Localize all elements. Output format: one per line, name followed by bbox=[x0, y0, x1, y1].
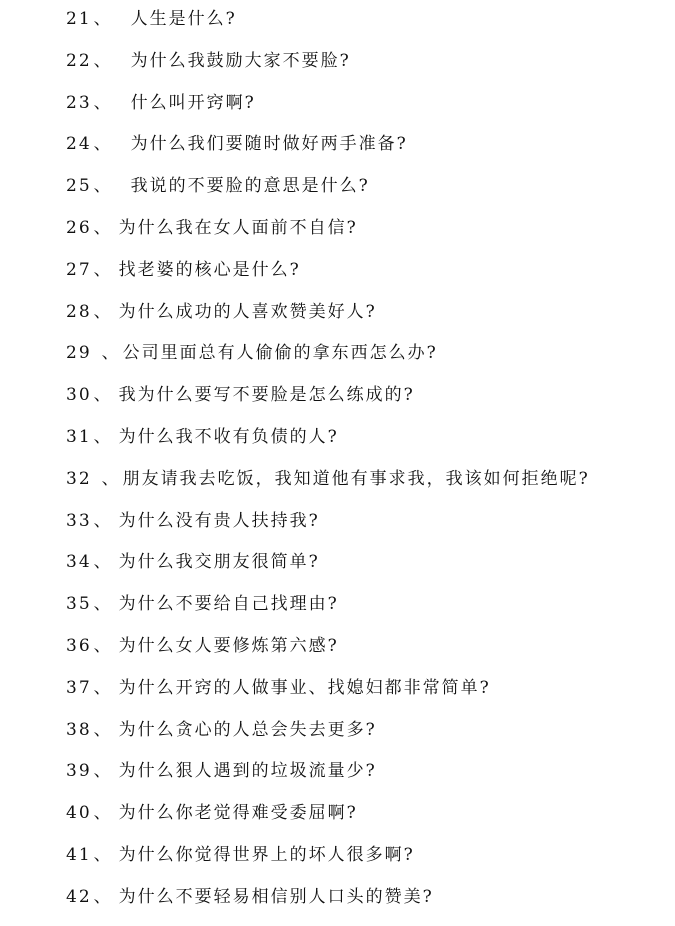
item-number: 41 bbox=[66, 844, 92, 865]
item-separator: 、 bbox=[93, 803, 113, 824]
question-list bbox=[66, 6, 666, 926]
item-separator: 、 bbox=[93, 510, 113, 531]
item-text: 为什么你老觉得难受委屈啊? bbox=[118, 803, 358, 824]
item-text: 找老婆的核心是什么? bbox=[118, 259, 301, 280]
list-item bbox=[66, 717, 666, 759]
list-item bbox=[66, 633, 666, 675]
item-separator: 、 bbox=[93, 635, 113, 656]
item-separator: 、 bbox=[101, 468, 121, 489]
item-number: 38 bbox=[66, 719, 92, 740]
item-text: 我说的不要脸的意思是什么? bbox=[130, 176, 370, 197]
list-item bbox=[66, 173, 666, 215]
list-item bbox=[66, 6, 666, 48]
item-text: 公司里面总有人偷偷的拿东西怎么办? bbox=[122, 343, 438, 364]
item-separator: 、 bbox=[93, 134, 113, 155]
item-separator: 、 bbox=[93, 594, 113, 615]
item-number: 40 bbox=[66, 803, 92, 824]
list-item bbox=[66, 382, 666, 424]
item-separator: 、 bbox=[93, 552, 113, 573]
item-number: 21 bbox=[66, 9, 92, 29]
item-separator: 、 bbox=[93, 259, 113, 280]
item-text: 什么叫开窍啊? bbox=[130, 92, 256, 113]
item-separator: 、 bbox=[93, 217, 113, 238]
item-separator: 、 bbox=[93, 92, 113, 113]
list-item bbox=[66, 215, 666, 257]
item-text: 为什么成功的人喜欢赞美好人? bbox=[118, 301, 377, 322]
list-item bbox=[66, 549, 666, 591]
item-text: 为什么不要给自己找理由? bbox=[118, 594, 339, 615]
item-text: 为什么狠人遇到的垃圾流量少? bbox=[118, 761, 377, 782]
item-separator: 、 bbox=[101, 343, 121, 364]
list-item bbox=[66, 340, 666, 382]
item-text: 为什么贪心的人总会失去更多? bbox=[118, 719, 377, 740]
item-text: 为什么女人要修炼第六感? bbox=[118, 635, 339, 656]
item-number: 32 bbox=[66, 468, 92, 489]
item-separator: 、 bbox=[93, 677, 113, 698]
item-number: 34 bbox=[66, 552, 92, 573]
list-item bbox=[66, 466, 666, 508]
item-separator: 、 bbox=[93, 9, 113, 29]
item-text: 为什么我在女人面前不自信? bbox=[118, 217, 358, 238]
item-separator: 、 bbox=[93, 176, 113, 197]
list-item bbox=[66, 884, 666, 926]
list-item bbox=[66, 675, 666, 717]
list-item bbox=[66, 424, 666, 466]
list-item bbox=[66, 758, 666, 800]
item-number: 37 bbox=[66, 677, 92, 698]
list-item bbox=[66, 90, 666, 132]
item-number: 33 bbox=[66, 510, 92, 531]
list-item bbox=[66, 257, 666, 299]
item-text: 朋友请我去吃饭，我知道他有事求我，我该如何拒绝呢? bbox=[122, 468, 590, 489]
list-item bbox=[66, 591, 666, 633]
item-separator: 、 bbox=[93, 886, 113, 907]
item-text: 为什么我鼓励大家不要脸? bbox=[130, 50, 351, 71]
item-text: 为什么我不收有负债的人? bbox=[118, 426, 339, 447]
item-text: 为什么你觉得世界上的坏人很多啊? bbox=[118, 844, 415, 865]
item-number: 22 bbox=[66, 50, 92, 71]
item-number: 35 bbox=[66, 594, 92, 615]
item-separator: 、 bbox=[93, 385, 113, 406]
item-number: 42 bbox=[66, 886, 92, 907]
item-number: 26 bbox=[66, 217, 92, 238]
list-item bbox=[66, 508, 666, 550]
item-number: 30 bbox=[66, 385, 92, 406]
list-item bbox=[66, 842, 666, 884]
item-number: 27 bbox=[66, 259, 92, 280]
item-text: 我为什么要写不要脸是怎么练成的? bbox=[118, 385, 415, 406]
item-text: 为什么不要轻易相信别人口头的赞美? bbox=[118, 886, 434, 907]
item-separator: 、 bbox=[93, 426, 113, 447]
item-separator: 、 bbox=[93, 719, 113, 740]
item-number: 24 bbox=[66, 134, 92, 155]
item-number: 28 bbox=[66, 301, 92, 322]
item-number: 36 bbox=[66, 635, 92, 656]
item-text: 为什么我交朋友很简单? bbox=[118, 552, 320, 573]
item-separator: 、 bbox=[93, 844, 113, 865]
item-text: 为什么没有贵人扶持我? bbox=[118, 510, 320, 531]
item-number: 23 bbox=[66, 92, 92, 113]
item-text: 为什么开窍的人做事业、找媳妇都非常简单? bbox=[118, 677, 491, 698]
item-separator: 、 bbox=[93, 50, 113, 71]
item-separator: 、 bbox=[93, 301, 113, 322]
item-number: 25 bbox=[66, 176, 92, 197]
item-separator: 、 bbox=[93, 761, 113, 782]
item-number: 39 bbox=[66, 761, 92, 782]
item-text: 人生是什么? bbox=[130, 9, 237, 29]
list-item bbox=[66, 299, 666, 341]
item-number: 29 bbox=[66, 343, 92, 364]
list-item bbox=[66, 800, 666, 842]
list-item bbox=[66, 131, 666, 173]
item-text: 为什么我们要随时做好两手准备? bbox=[130, 134, 408, 155]
list-item bbox=[66, 48, 666, 90]
item-number: 31 bbox=[66, 426, 92, 447]
